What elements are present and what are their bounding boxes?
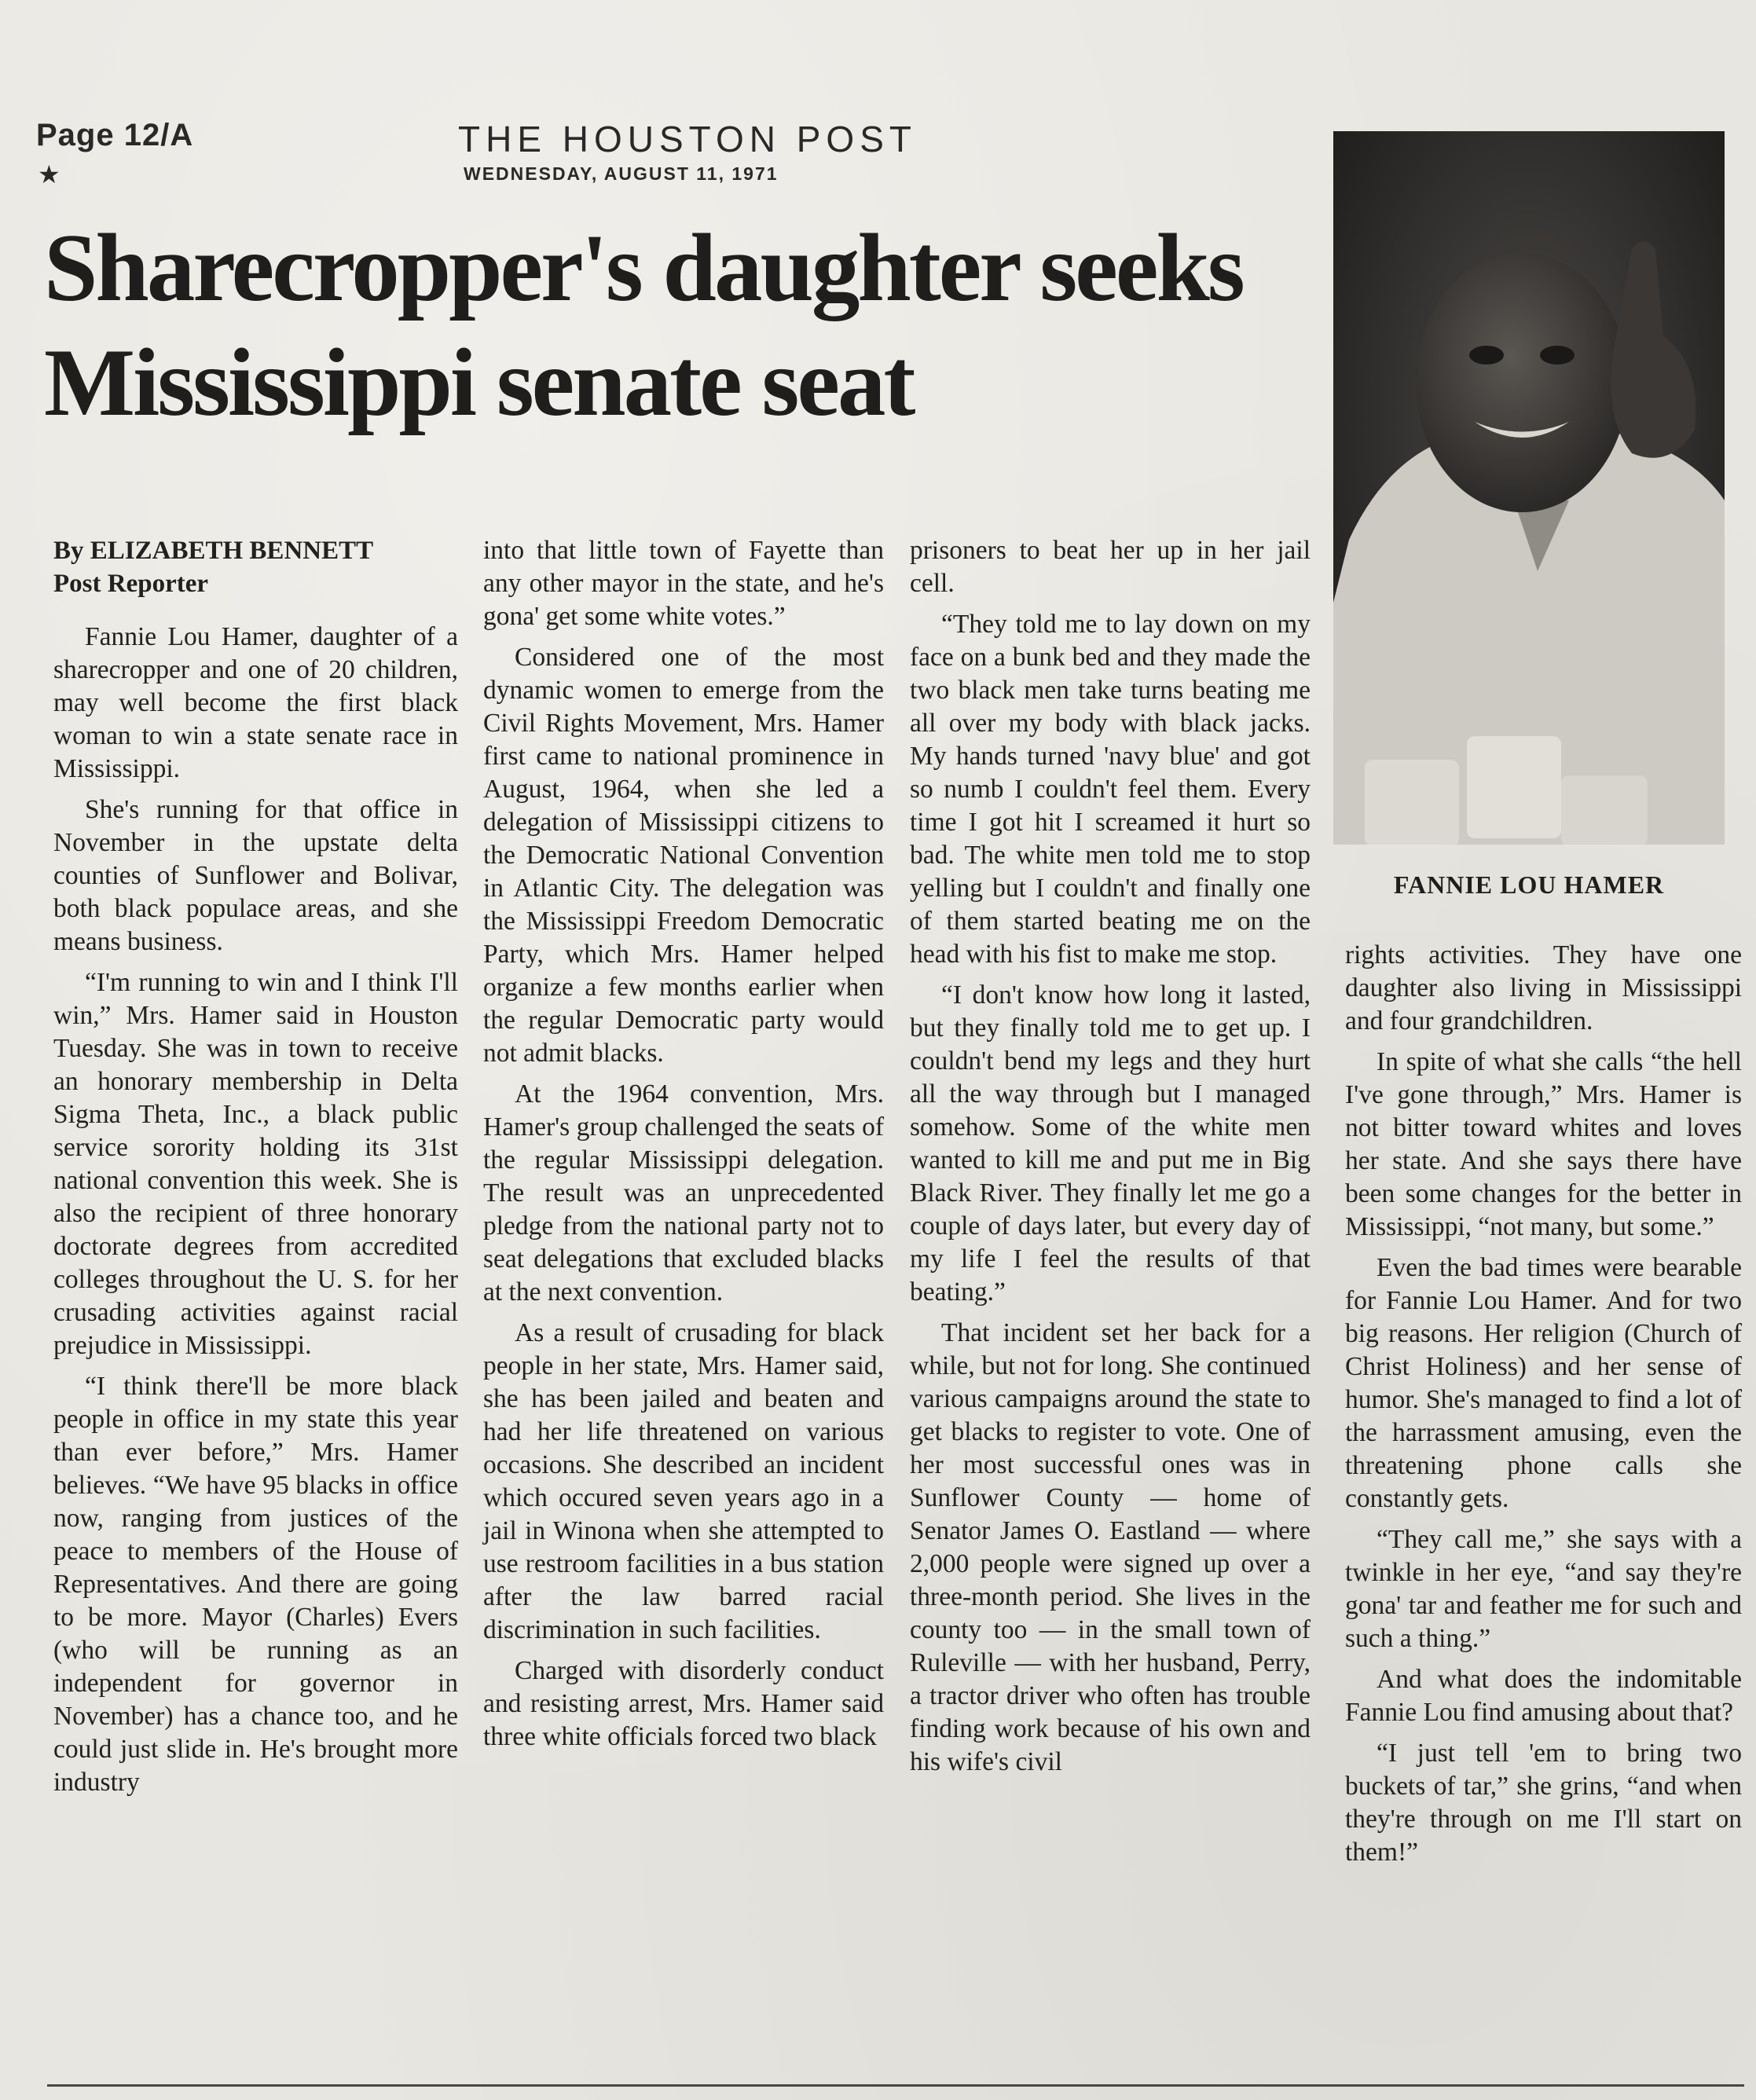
paragraph: rights activities. They have one daughter also living in Mississippi and four grandchildren. xyxy=(1345,940,1742,1035)
paragraph: “I'm running to win and I think I'll win,” Mrs. Hamer said in Houston Tuesday. She was in town to receive an honorary membership in Delta Sigma Theta, Inc., a black public service sorority holding its 31st national convention this week. She is also the recipient of three honorary doctorate degrees from accredited colleges throughout the U. S. for her crusading activities against racial prejudice in Mississippi. xyxy=(53,968,458,1360)
paragraph: “I think there'll be more black people in office in my state this year than ever before,” Mrs. Hamer believes. “We have 95 blacks in office now, ranging from justices of the peace to members of the House of Representatives. And there are going to be more. Mayor (Charles) Evers (who will be running as an independent for governor in November) has a chance too, and he could just slide in. He's brought more industry xyxy=(53,1372,458,1797)
article-column-4 xyxy=(1345,939,1742,1869)
headline: Sharecropper's daughter seeks Mississippi senate seat xyxy=(44,214,1243,436)
portrait-photo xyxy=(1333,131,1725,845)
page-number: Page 12/A xyxy=(36,118,194,152)
bottom-rule xyxy=(47,2084,1744,2087)
portrait-image xyxy=(1333,131,1725,845)
article-column-2 xyxy=(483,534,884,1754)
paragraph: Considered one of the most dynamic women to emerge from the Civil Rights Movement, Mrs. Hamer first came to national prominence in August, 1964, when she led a delegation of Mississippi citizens to the Democratic National Convention in Atlantic City. The delegation was the Mississippi Freedom Democratic Party, which Mrs. Hamer helped organize a few months earlier when the regular Democratic party would not admit blacks. xyxy=(483,643,884,1068)
star-icon: ★ xyxy=(38,159,60,189)
byline: By ELIZABETH BENNETT xyxy=(53,537,374,565)
article-column-1 xyxy=(53,534,458,1799)
masthead: THE HOUSTON POST xyxy=(458,119,917,159)
paragraph: In spite of what she calls “the hell I've gone through,” Mrs. Hamer is not bitter toward whites and loves her state. And she says there have been some changes for the better in Mississippi, “not many, but some.” xyxy=(1345,1047,1742,1241)
paragraph: She's running for that office in November in the upstate delta counties of Sunflower and Bolivar, both black populace areas, and she means business. xyxy=(53,795,458,956)
paragraph: At the 1964 convention, Mrs. Hamer's group challenged the seats of the regular Mississippi delegation. The result was an unprecedented pledge from the national party not to seat delegations that excluded blacks at the next convention. xyxy=(483,1079,884,1307)
paragraph: Even the bad times were bearable for Fannie Lou Hamer. And for two big reasons. Her religion (Church of Christ Holiness) and her sense of humor. She's managed to find a lot of the harrassment amusing, even the threatening phone calls she constantly gets. xyxy=(1345,1253,1742,1513)
paragraph: prisoners to beat her up in her jail cell. xyxy=(910,536,1311,598)
paragraph: “I just tell 'em to bring two buckets of tar,” she grins, “and when they're through on me I'll start on them!” xyxy=(1345,1739,1742,1867)
paragraph: “They told me to lay down on my face on a bunk bed and they made the two black men take turns beating me all over my body with black jacks. My hands turned 'navy blue' and got so numb I couldn't feel them. Every time I got hit I screamed it hurt so bad. The white men told me to stop yelling but I couldn't and finally one of them started beating me on the head with his fist to make me stop. xyxy=(910,610,1311,969)
photo-caption: FANNIE LOU HAMER xyxy=(1393,870,1665,899)
paragraph: “I don't know how long it lasted, but they finally told me to get up. I couldn't bend my legs and they hurt all the way through but I managed somehow. Some of the white men wanted to kill me and put me in Big Black River. They finally let me go a couple of days later, but every day of my life I feel the results of that beating.” xyxy=(910,980,1311,1307)
article-column-3 xyxy=(910,534,1311,1779)
paragraph: into that little town of Fayette than any other mayor in the state, and he's gona' get some white votes.” xyxy=(483,536,884,631)
paragraph: And what does the indomitable Fannie Lou find amusing about that? xyxy=(1345,1665,1742,1727)
dateline: WEDNESDAY, AUGUST 11, 1971 xyxy=(464,163,779,184)
paragraph: As a result of crusading for black people in her state, Mrs. Hamer said, she has been jailed and beaten and had her life threatened on various occasions. She described an incident which occured seven years ago in a jail in Winona when she attempted to use restroom facilities in a bus station after the law barred racial discrimination in such facilities. xyxy=(483,1318,884,1644)
paragraph: Charged with disorderly conduct and resisting arrest, Mrs. Hamer said three white officials forced two black xyxy=(483,1656,884,1751)
reporter-role: Post Reporter xyxy=(53,570,209,598)
paragraph: That incident set her back for a while, but not for long. She continued various campaigns around the state to get blacks to register to vote. One of her most successful ones was in Sunflower County — home of Senator James O. Eastland — where 2,000 people were signed up over a three-month period. She lives in the county too — in the small town of Ruleville — with her husband, Perry, a tractor driver who often has trouble finding work because of his own and his wife's civil xyxy=(910,1318,1311,1776)
paragraph: “They call me,” she says with a twinkle in her eye, “and say they're gona' tar and feather me for such and such a thing.” xyxy=(1345,1525,1742,1653)
paragraph: Fannie Lou Hamer, daughter of a sharecropper and one of 20 children, may well become the first black woman to win a state senate race in Mississippi. xyxy=(53,622,458,783)
